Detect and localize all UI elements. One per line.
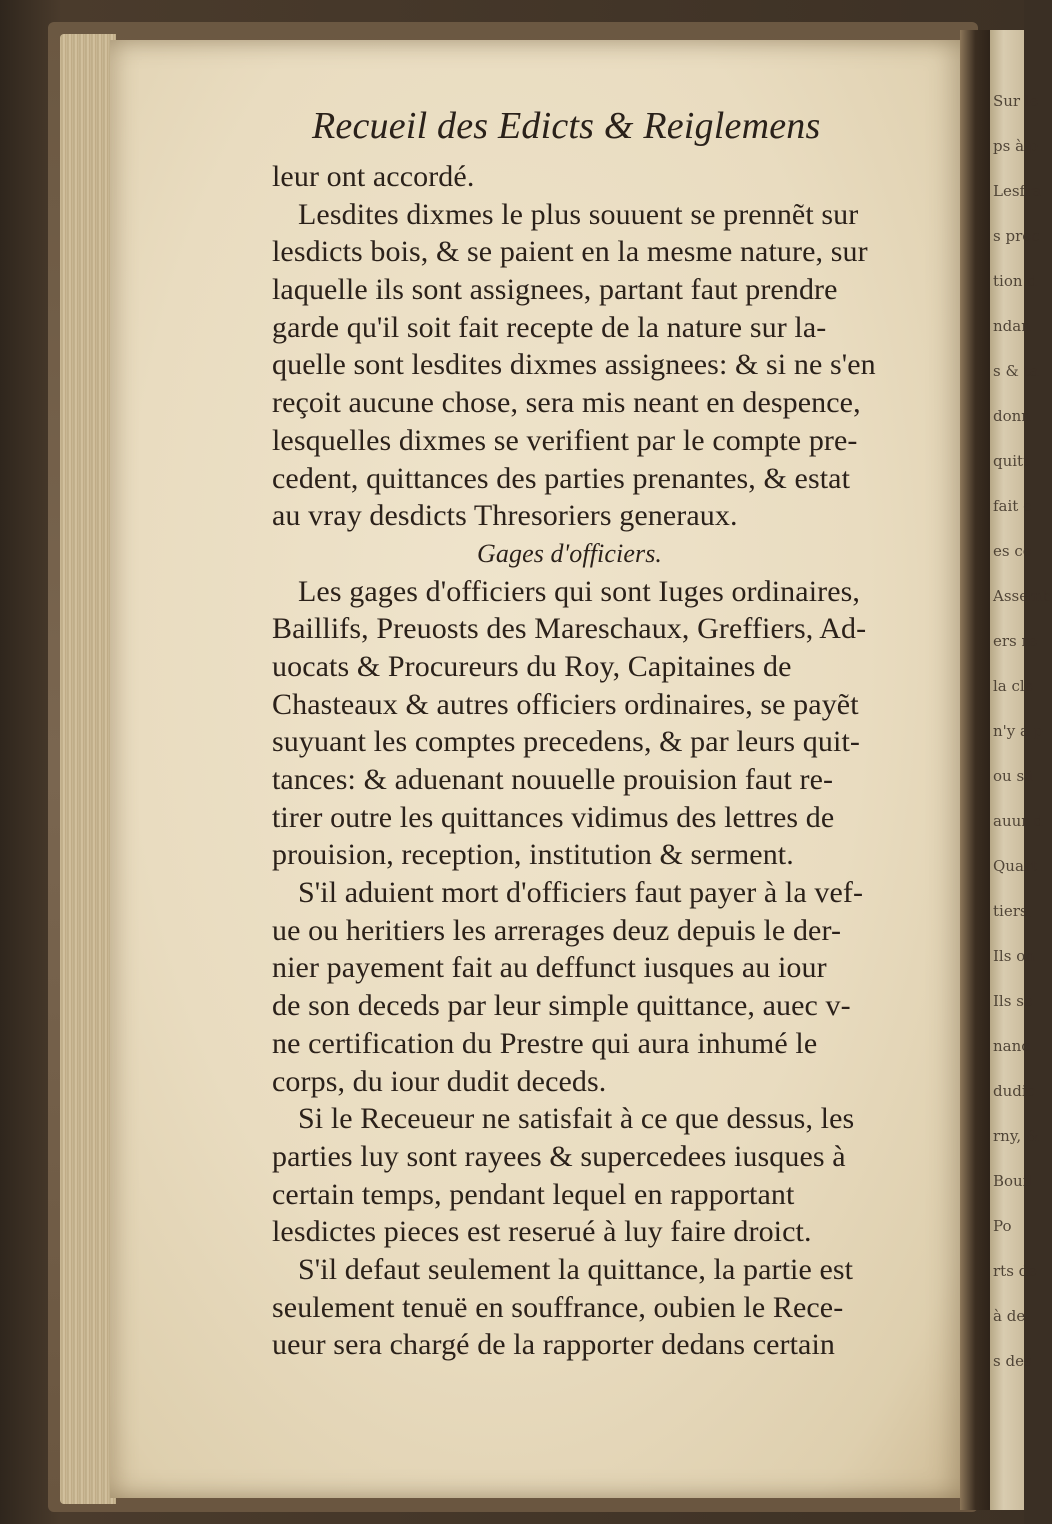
- facing-page-edge: [990, 30, 1052, 1510]
- facing-page-fragment: Quart: [993, 857, 1038, 875]
- text-line: laquelle ils sont assignees, partant faut prendre: [272, 273, 838, 307]
- text-line: ue ou heritiers les arrerages deuz depuis le der-: [272, 913, 842, 947]
- text-line: Les gages d'officiers qui sont Iuges ordinaires,: [298, 574, 861, 608]
- facing-page-fragment: Assemb: [993, 587, 1052, 605]
- text-line: leur ont accordé.: [272, 160, 475, 193]
- facing-page-fragment: ps à p: [993, 137, 1039, 155]
- facing-page-fragment: s proc: [993, 227, 1040, 245]
- facing-page-fragment: es co: [993, 542, 1032, 560]
- running-head: Recueil des Edicts & Reiglemens: [312, 105, 821, 147]
- text-line: Lesdites dixmes le plus souuent se prennẽt sur: [298, 197, 859, 231]
- text-line: de son deceds par leur simple quittance, auec v-: [272, 989, 851, 1023]
- text-line: au vray desdicts Thresoriers generaux.: [272, 499, 738, 533]
- text-line: garde qu'il soit fait recepte de la nature sur la-: [272, 310, 827, 344]
- facing-page-fragment: Bouil: [993, 1172, 1033, 1190]
- facing-page-fragment: nanc: [993, 1037, 1030, 1055]
- facing-page-fragment: tiers,: [993, 902, 1033, 920]
- text-line: cedent, quittances des parties prenantes, & estat: [272, 461, 851, 495]
- facing-page-fragment: Ils so: [993, 992, 1033, 1010]
- text-line: ueur sera chargé de la rapporter dedans certain: [272, 1328, 836, 1362]
- facing-page-fragment: Po: [993, 1217, 1012, 1235]
- page-edges: [60, 34, 116, 1504]
- text-line: lesdictes pieces est reserué à luy faire droict.: [272, 1215, 812, 1249]
- text-line: parties luy sont rayees & supercedees iusques à: [272, 1139, 846, 1173]
- text-line: corps, du iour dudit deceds.: [272, 1064, 607, 1098]
- facing-page-fragment: fait c: [993, 497, 1032, 515]
- facing-page-fragment: tion d: [993, 272, 1037, 290]
- facing-page-fragment: ers re: [993, 632, 1038, 650]
- text-line: reçoit aucune chose, sera mis neant en despence,: [272, 386, 861, 420]
- facing-page-fragment: ou s'i: [993, 767, 1034, 785]
- text-line: ne certification du Prestre qui aura inhumé le: [272, 1026, 818, 1060]
- facing-page-fragment: s des: [993, 1352, 1032, 1370]
- facing-page-fragment: dudic: [993, 1082, 1036, 1100]
- page-text: [272, 158, 912, 1364]
- facing-page-fragment: ndan: [993, 317, 1031, 335]
- text-line: tirer outre les quittances vidimus des lettres de: [272, 800, 835, 834]
- text-line: Chasteaux & autres officiers ordinaires, se payẽt: [272, 687, 859, 721]
- text-line: suyuant les comptes precedens, & par leurs quit-: [272, 725, 860, 759]
- text-line: certain temps, pendant lequel en rapportant: [272, 1177, 795, 1211]
- facing-page-fragment: Ils on: [993, 947, 1035, 965]
- text-line: lesquelles dixmes se verifient par le compte pre-: [272, 423, 858, 457]
- facing-page-fragment: à de: [993, 1307, 1026, 1325]
- text-line: S'il defaut seulement la quittance, la partie est: [298, 1252, 854, 1286]
- text-line: Baillifs, Preuosts des Mareschaux, Greffiers, Ad-: [272, 612, 867, 646]
- facing-page-fragment: n'y a p: [993, 722, 1044, 740]
- text-line: prouision, reception, institution & serment.: [272, 838, 794, 872]
- facing-page-fragment: la cle: [993, 677, 1034, 695]
- text-line: lesdicts bois, & se paient en la mesme nature, sur: [272, 235, 868, 269]
- text-line: S'il aduient mort d'officiers faut payer à la vef-: [298, 876, 864, 910]
- text-line: seulement tenuë en souffrance, oubien le Rece-: [272, 1290, 844, 1324]
- facing-page-fragment: rny, &: [993, 1127, 1040, 1145]
- text-line: uocats & Procureurs du Roy, Capitaines de: [272, 649, 792, 683]
- facing-page-fragment: auur d: [993, 812, 1043, 830]
- facing-page-fragment: Lesfra: [993, 182, 1042, 200]
- text-line: Si le Receueur ne satisfait à ce que dessus, les: [298, 1102, 855, 1136]
- facing-page-fragment: s & ta: [993, 362, 1039, 380]
- facing-page-fragment: Sur le: [993, 92, 1039, 110]
- facing-page-fragment: quitt: [993, 452, 1030, 470]
- text-line: quelle sont lesdites dixmes assignees: & si ne s'en: [272, 348, 876, 382]
- section-heading: Gages d'officiers.: [477, 538, 663, 568]
- text-line: nier payement fait au deffunct iusques au iour: [272, 951, 827, 985]
- facing-page-fragment: rts de: [993, 1262, 1038, 1280]
- book-gutter: [960, 30, 994, 1510]
- text-line: tances: & aduenant nouuelle prouision faut re-: [272, 763, 834, 796]
- facing-page-fragment: donn: [993, 407, 1031, 425]
